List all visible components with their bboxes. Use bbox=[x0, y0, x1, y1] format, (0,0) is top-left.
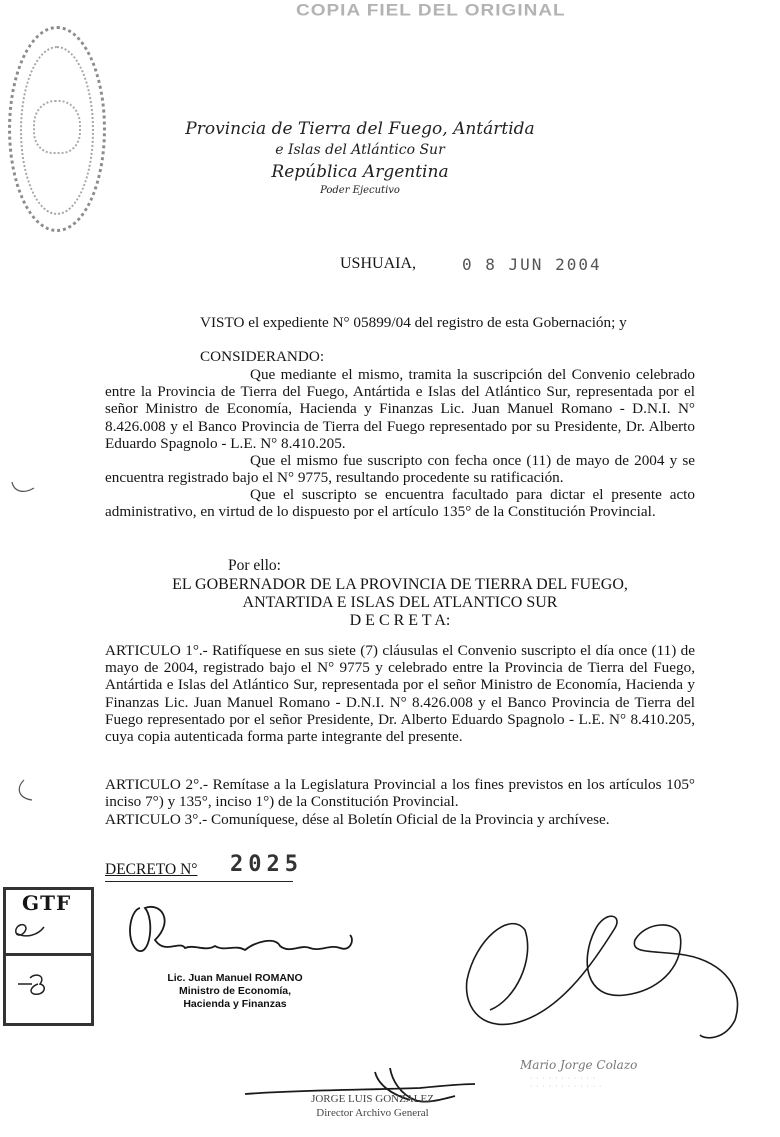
authority-line-2: ANTARTIDA E ISLAS DEL ATLANTICO SUR bbox=[242, 594, 558, 611]
article-2: ARTICULO 2°.- Remítase a la Legislatura Provincial a los fines previstos en los artículos 105° inciso 7°) y 135°, inciso 1°) de la Constitución Provincial. bbox=[105, 776, 695, 811]
considerando-heading: CONSIDERANDO: bbox=[200, 348, 325, 365]
letterhead-country: República Argentina bbox=[271, 162, 449, 182]
archive-director-name: JORGE LUIS GONZALEZ bbox=[311, 1093, 434, 1105]
seal-shield-icon bbox=[33, 100, 81, 154]
decree-number-label: DECRETO N° bbox=[105, 861, 198, 878]
gtf-label: GTF bbox=[22, 891, 72, 915]
authority-line-1: EL GOBERNADOR DE LA PROVINCIA DE TIERRA DEL FUEGO, bbox=[172, 576, 628, 593]
decree-underline bbox=[105, 881, 293, 882]
margin-mark-2-icon bbox=[14, 778, 44, 808]
considerando-paragraph-1: Que mediante el mismo, tramita la suscripción del Convenio celebrado entre la Provincia de Tierra del Fuego, Antártida e Islas del Atlántico Sur, representada por el señor Ministro de Economía, Hacienda y Finanzas Lic. Juan Manuel Romano - D.N.I. N° 8.426.008 y el Banco Provincia de Tierra del Fuego representado por su Presidente, Dr. Alberto Eduardo Spagnolo - L.E. N° 8.410.205. bbox=[105, 366, 695, 452]
notary-faint-stamp: · · · · · · · · · · · · · · · · · · · · · · · bbox=[530, 1075, 603, 1090]
letterhead bbox=[150, 118, 570, 198]
notary-name: Mario Jorge Colazo bbox=[520, 1058, 638, 1072]
minister-signature-block bbox=[160, 972, 310, 1011]
letterhead-islands: e Islas del Atlántico Sur bbox=[275, 142, 445, 158]
considerando-paragraph-2: Que el mismo fue suscripto con fecha once (11) de mayo de 2004 y se encuentra registrado bajo el N° 9775, resultando procedente su ratificación. bbox=[105, 452, 695, 487]
archive-signature-block bbox=[265, 1092, 480, 1120]
dateline-city: USHUAIA, bbox=[340, 255, 416, 272]
minister-name: Lic. Juan Manuel ROMANO bbox=[167, 972, 303, 984]
por-ello: Por ello: bbox=[228, 557, 281, 574]
minister-signature-icon bbox=[125, 900, 360, 960]
date-stamp: 0 8 JUN 2004 bbox=[462, 255, 602, 274]
gtf-initial-mark-icon bbox=[12, 915, 52, 945]
considerando-paragraph-3: Que el suscripto se encuentra facultado para dictar el presente acto administrativo, en virtud de lo dispuesto por el artículo 135° de la Constitución Provincial. bbox=[105, 486, 695, 521]
minister-title: Ministro de Economía, Hacienda y Finanzas bbox=[178, 985, 291, 1010]
certified-copy-stamp: COPIA FIEL DEL ORIGINAL bbox=[296, 1, 566, 20]
governor-signature-icon bbox=[455, 900, 755, 1050]
letterhead-province: Provincia de Tierra del Fuego, Antártida bbox=[185, 119, 535, 139]
decreta-heading: D E C R E T A: bbox=[349, 612, 451, 629]
gtf-initial-mark-2-icon bbox=[14, 972, 54, 1002]
article-1: ARTICULO 1°.- Ratifíquese en sus siete (7) cláusulas el Convenio suscripto el día once (11) de mayo de 2004, registrado bajo el N° 9775 y celebrado entre la Provincia de Tierra del Fuego, Antártida e Islas del Atlántico Sur, representada por el señor Ministro de Economía, Hacienda y Finanzas Lic. Juan Manuel Romano - D.N.I. N° 8.426.008 y el Banco Provincia de Tierra del Fuego representado por el señor Presidente, Dr. Alberto Eduardo Spagnolo - L.E. N° 8.410.205, cuya copia autenticada forma parte integrante del presente. bbox=[105, 642, 695, 746]
decree-number: 2025 bbox=[230, 852, 303, 877]
article-3: ARTICULO 3°.- Comuníquese, dése al Boletín Oficial de la Provincia y archívese. bbox=[105, 811, 610, 828]
archive-director-title: Director Archivo General bbox=[316, 1107, 429, 1119]
visto-paragraph: VISTO el expediente N° 05899/04 del registro de esta Gobernación; y bbox=[200, 314, 627, 331]
letterhead-branch: Poder Ejecutivo bbox=[320, 185, 400, 196]
margin-mark-icon bbox=[10, 478, 40, 498]
gtf-box-divider bbox=[3, 953, 91, 956]
